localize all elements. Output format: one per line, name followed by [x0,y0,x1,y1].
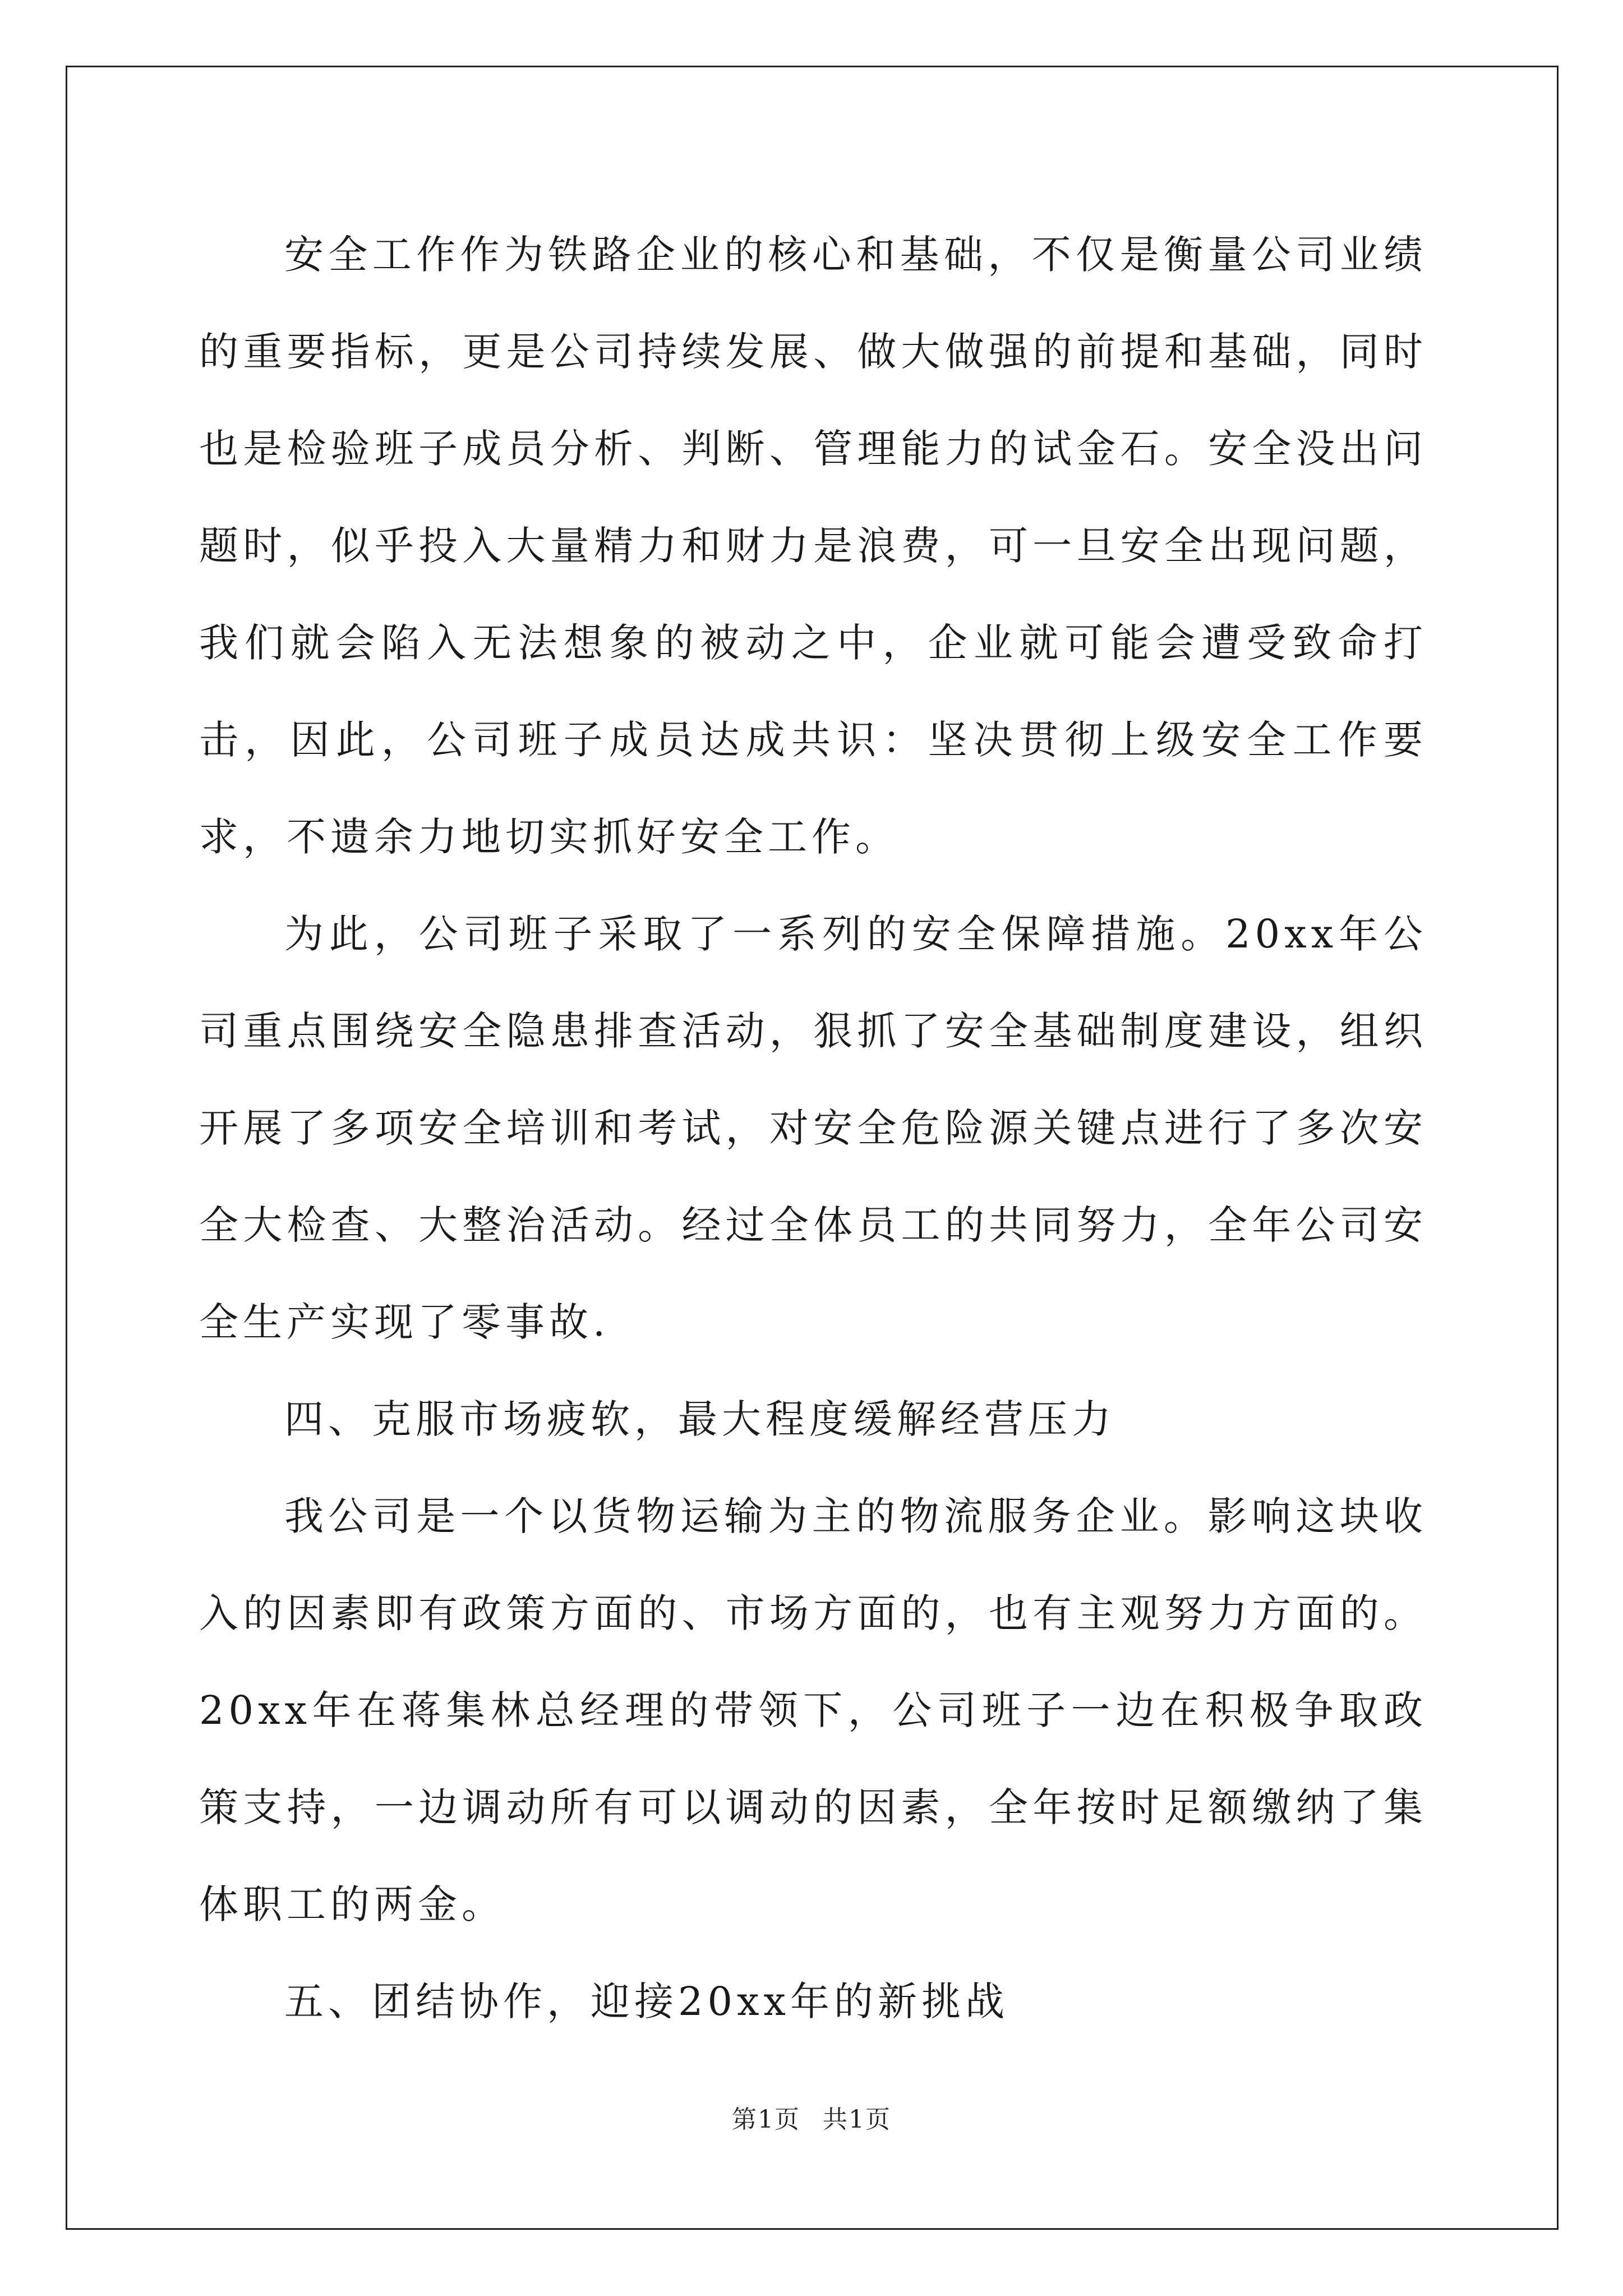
page-footer [0,2099,1623,2135]
page-total: 共1页 [823,2105,891,2134]
paragraph-safety: 安全工作作为铁路企业的核心和基础，不仅是衡量公司业绩的重要指标，更是公司持续发展、做大做强的前提和基础，同时也是检验班子成员分析、判断、管理能力的试金石。安全没出问题时，似乎投入大量精力和财力是浪费，可一旦安全出现问题，我们就会陷入无法想象的被动之中，企业就可能会遭受致命打击，因此，公司班子成员达成共识：坚决贯彻上级安全工作要求，不遗余力地切实抓好安全工作。 [199,232,1427,860]
document-body [199,206,1427,2050]
page-number: 第1页 [732,2105,800,2134]
section-heading-four: 四、克服市场疲软，最大程度缓解经营压力 [284,1396,1115,1442]
paragraph-measures: 为此，公司班子采取了一系列的安全保障措施。20xx年公司重点围绕安全隐患排查活动，狠抓了安全基础制度建设，组织开展了多项安全培训和考试，对安全危险源关键点进行了多次安全大检查、大整治活动。经过全体员工的共同努力，全年公司安全生产实现了零事故. [199,911,1427,1345]
paragraph-logistics: 我公司是一个以货物运输为主的物流服务企业。影响这块收入的因素即有政策方面的、市场方面的，也有主观努力方面的。20xx年在蒋集林总经理的带领下，公司班子一边在积极争取政策支持，一边调动所有可以调动的因素，全年按时足额缴纳了集体职工的两金。 [199,1493,1427,1927]
section-heading-five: 五、团结协作，迎接20xx年的新挑战 [284,1978,1009,2024]
